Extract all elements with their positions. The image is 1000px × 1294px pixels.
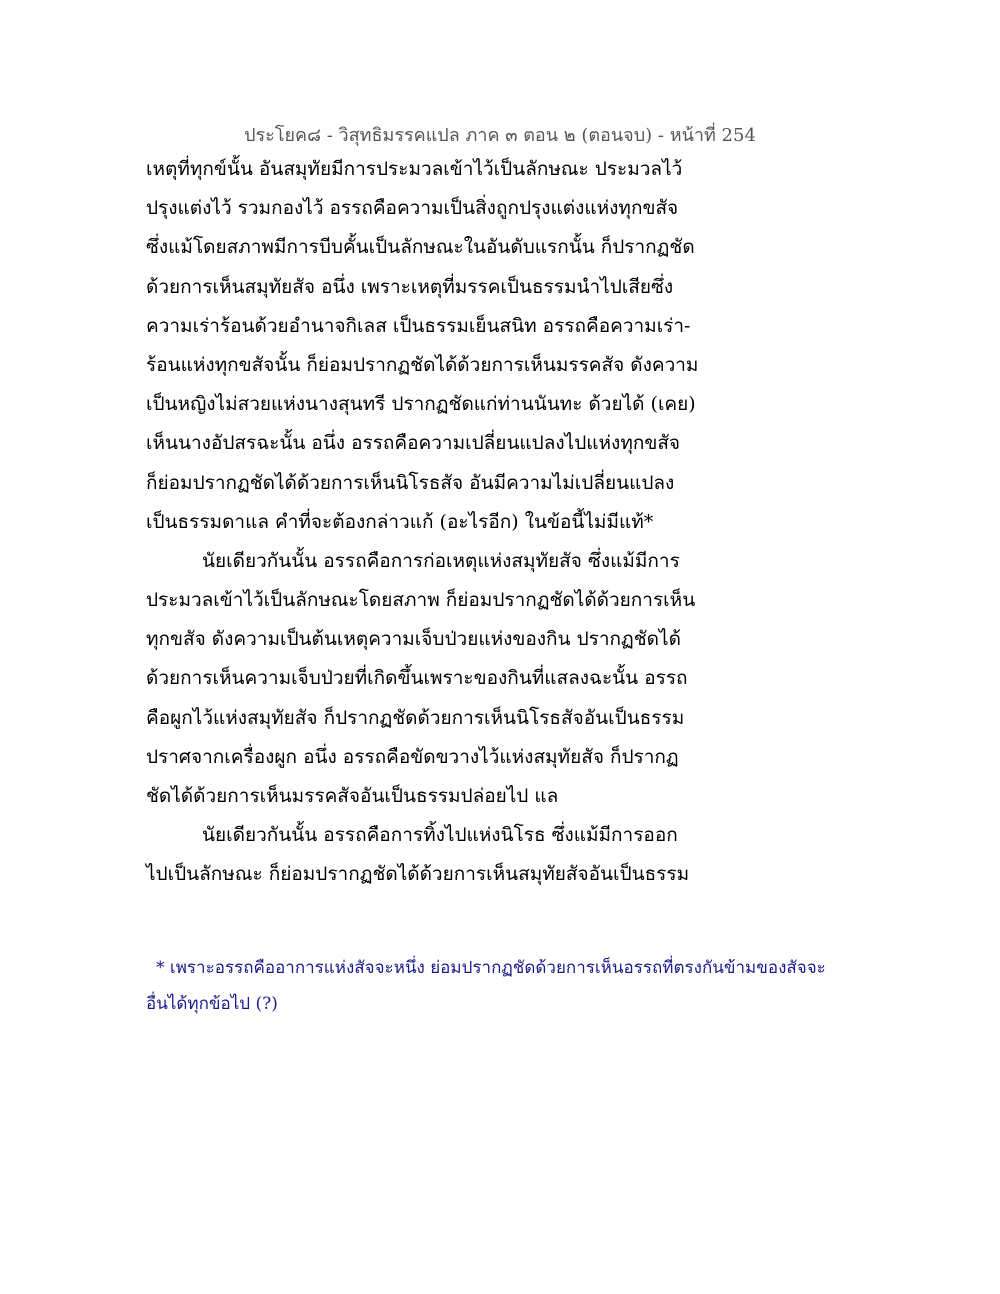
paragraph-start-line: นัยเดียวกันนั้น อรรถคือการทิ้งไปแห่งนิโรธ ซึ่งแม้มีการออก <box>202 824 678 847</box>
text-line: ร้อนแห่งทุกขสัจนั้น ก็ย่อมปรากฏชัดได้ด้วยการเห็นมรรคสัจ ดังความ <box>146 353 699 376</box>
text-line: ปราศจากเครื่องผูก อนึ่ง อรรถคือขัดขวางไว้แห่งสมุทัยสัจ ก็ปรากฏ <box>146 745 679 768</box>
text-line: เหตุที่ทุกข์นั้น อันสมุทัยมีการประมวลเข้าไว้เป็นลักษณะ ประมวลไว้ <box>146 158 683 180</box>
text-line: เห็นนางอัปสรฉะนั้น อนึ่ง อรรถคือความเปลี่ยนแปลงไปแห่งทุกขสัจ <box>146 432 681 455</box>
text-line: เป็นหญิงไม่สวยแห่งนางสุนทรี ปรากฏชัดแก่ท่านนันทะ ด้วยได้ (เคย) <box>146 393 696 416</box>
text-line: ซึ่งแม้โดยสภาพมีการบีบคั้นเป็นลักษณะในอันดับแรกนั้น ก็ปรากฏชัด <box>146 236 695 259</box>
text-line: ด้วยการเห็นสมุทัยสัจ อนึ่ง เพราะเหตุที่มรรคเป็นธรรมนำไปเสียซึ่ง <box>146 275 674 298</box>
body-text <box>146 150 846 895</box>
paragraph-start-line: นัยเดียวกันนั้น อรรถคือการก่อเหตุแห่งสมุทัยสัจ ซึ่งแม้มีการ <box>202 549 680 572</box>
text-line: ประมวลเข้าไว้เป็นลักษณะโดยสภาพ ก็ย่อมปรากฏชัดได้ด้วยการเห็น <box>146 589 696 612</box>
text-line: ชัดได้ด้วยการเห็นมรรคสัจอันเป็นธรรมปล่อยไป แล <box>146 785 559 807</box>
text-line: คือผูกไว้แห่งสมุทัยสัจ ก็ปรากฏชัดด้วยการเห็นนิโรธสัจอันเป็นธรรม <box>146 706 685 729</box>
text-line: ก็ย่อมปรากฏชัดได้ด้วยการเห็นนิโรธสัจ อันมีความไม่เปลี่ยนแปลง <box>146 471 675 494</box>
footnote-line: * เพราะอรรถคืออาการแห่งสัจจะหนึ่ง ย่อมปรากฏชัดด้วยการเห็นอรรถที่ตรงกันข้ามของสัจจะ <box>156 958 826 978</box>
text-line: ทุกขสัจ ดังความเป็นต้นเหตุความเจ็บป่วยแห่งของกิน ปรากฏชัดได้ <box>146 628 681 651</box>
text-line: ด้วยการเห็นความเจ็บป่วยที่เกิดขึ้นเพราะของกินที่แสลงฉะนั้น อรรถ <box>146 667 688 690</box>
footnote <box>146 950 846 1022</box>
text-line: เป็นธรรมดาแล คำที่จะต้องกล่าวแก้ (อะไรอีก) ในข้อนี้ไม่มีแท้* <box>146 510 654 533</box>
text-line: ความเร่าร้อนด้วยอำนาจกิเลส เป็นธรรมเย็นสนิท อรรถคือความเร่า- <box>146 314 691 337</box>
page-header: ประโยค๘ - วิสุทธิมรรคแปล ภาค ๓ ตอน ๒ (ตอนจบ) - หน้าที่ 254 <box>244 125 756 146</box>
text-line: ปรุงแต่งไว้ รวมกองไว้ อรรถคือความเป็นสิ่งถูกปรุงแต่งแห่งทุกขสัจ <box>146 197 679 220</box>
text-line: ไปเป็นลักษณะ ก็ย่อมปรากฏชัดได้ด้วยการเห็นสมุทัยสัจอันเป็นธรรม <box>146 863 690 886</box>
footnote-line: อื่นได้ทุกข้อไป (?) <box>146 994 278 1014</box>
